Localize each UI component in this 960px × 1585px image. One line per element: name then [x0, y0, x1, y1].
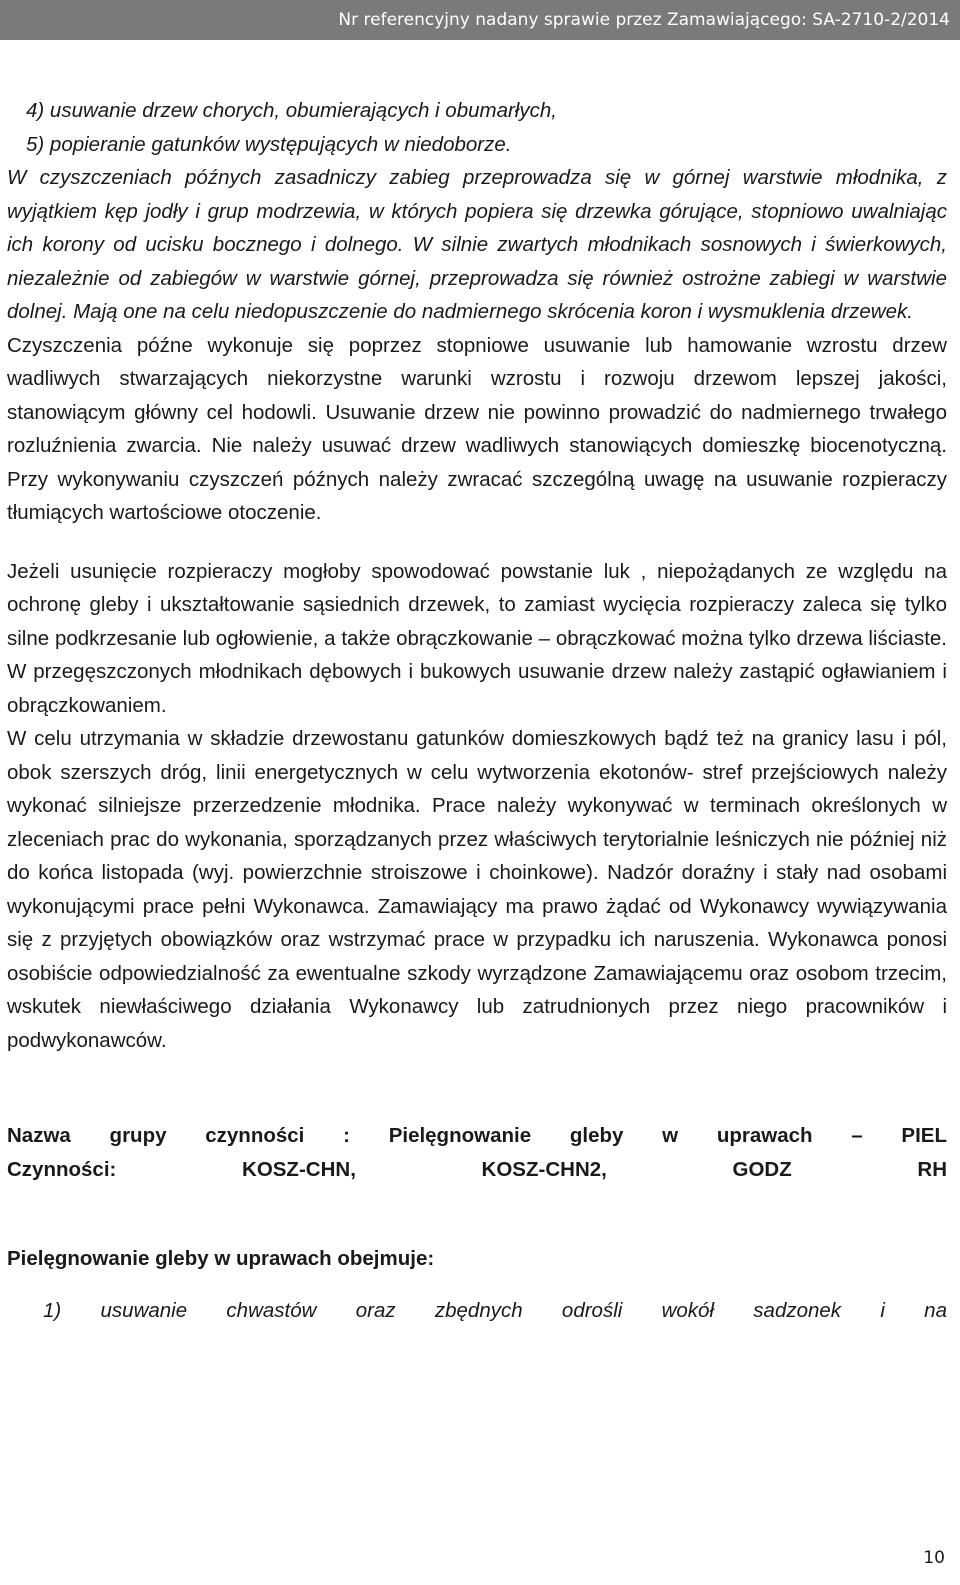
paragraph-spreaders: Jeżeli usunięcie rozpieraczy mogłoby spowodować powstanie luk , niepożądanych ze względu na ochronę gleby i ukształtowanie sąsiednich drzewek, to zamiast wycięcia rozpieraczy zaleca się tylko silne podkrzesanie lub ogłowienie, a także obrączkowanie – obrączkować można tylko drzewa liściaste. W przegęszczonych młodnikach dębowych i bukowych usuwanie drzew należy zastąpić ogławianiem i obrączkowaniem.	[7, 559, 947, 717]
activity-codes: Czynności: KOSZ-CHN, KOSZ-CHN2, GODZ RH	[7, 1157, 947, 1181]
paragraph-late-cleaning-method: Czyszczenia późne wykonuje się poprzez stopniowe usuwanie lub hamowanie wzrostu drzew wadliwych stwarzających niekorzystne warunki wzrostu i rozwoju drzewom lepszej jakości, stanowiącym główny cel hodowli. Usuwanie drzew nie powinno prowadzić do nadmiernego trwałego rozluźnienia zwarcia. Nie należy usuwać drzew wadliwych stanowiących domieszkę biocenotyczną. Przy wykonywaniu czyszczeń późnych należy zwracać szczególną uwagę na usuwanie rozpieraczy tłumiących wartościowe otoczenie.	[7, 333, 947, 524]
document-header	[0, 0, 960, 40]
list-item: 4) usuwanie drzew chorych, obumierających i obumarłych,	[26, 99, 557, 122]
activity-group-name: Nazwa grupy czynności : Pielęgnowanie gleby w uprawach – PIEL	[7, 1124, 947, 1147]
document-body	[7, 94, 947, 1327]
list-item: 5) popieranie gatunków występujących w niedoborze.	[26, 132, 512, 156]
paragraph-work-terms: W celu utrzymania w składzie drzewostanu gatunków domieszkowych bądź też na granicy lasu i pól, obok szerszych dróg, linii energetycznych w celu wytworzenia ekotonów- stref przejściowych należy wykonać silniejsze przerzedzenie młodnika. Prace należy wykonywać w terminach określonych w zleceniach prac do wykonania, sporządzanych przez właściwych terytorialnie leśniczych nie później niż do końca listopada (wyj. powierzchnie stroiszowe i choinkowe). Nadzór doraźny i stały nad osobami wykonującymi prace pełni Wykonawca. Zamawiający ma prawo żądać od Wykonawcy wywiązywania się z przyjętych obowiązków oraz wstrzymać prace w przypadku ich naruszenia. Wykonawca ponosi osobiście odpowiedzialność za ewentualne szkody wyrządzone Zamawiającemu oraz osobom trzecim, wskutek niewłaściwego działania Wykonawcy lub zatrudnionych przez niego pracowników i podwykonawców.	[7, 727, 947, 1052]
reference-number: Nr referencyjny nadany sprawie przez Zamawiającego: SA-2710-2/2014	[338, 10, 950, 30]
list-item: 1) usuwanie chwastów oraz zbędnych odrośli wokół sadzonek i na	[43, 1298, 947, 1322]
section-heading: Pielęgnowanie gleby w uprawach obejmuje:	[7, 1247, 435, 1270]
paragraph-late-cleaning: W czyszczeniach późnych zasadniczy zabieg przeprowadza się w górnej warstwie młodnika, z wyjątkiem kęp jodły i grup modrzewia, w których popiera się drzewka górujące, stopniowo uwalniając ich korony od ucisku bocznego i dolnego. W silnie zwartych młodnikach sosnowych i świerkowych, niezależnie od zabiegów w warstwie górnej, przeprowadza się również ostrożne zabiegi w warstwie dolnej. Mają one na celu niedopuszczenie do nadmiernego skrócenia koron i wysmuklenia drzewek.	[7, 166, 947, 323]
page-number: 10	[923, 1548, 945, 1568]
